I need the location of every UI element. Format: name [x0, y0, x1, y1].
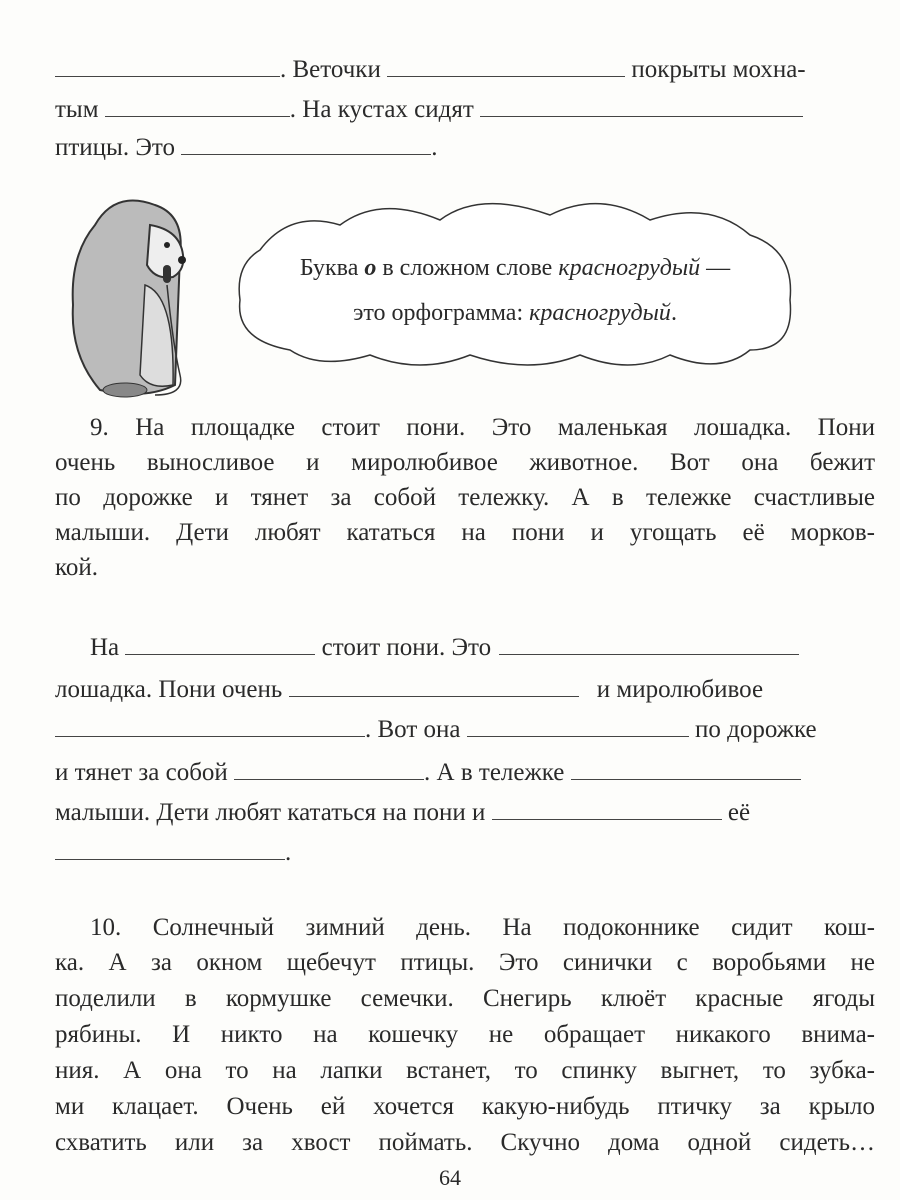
fill-line [55, 675, 875, 705]
text: . [431, 134, 438, 161]
answer-blank[interactable] [55, 58, 280, 77]
answer-blank[interactable] [387, 58, 625, 77]
text: тым [55, 96, 105, 123]
answer-blank[interactable] [480, 98, 803, 117]
text: покрыты мохна- [625, 56, 806, 83]
text-line: ния. А она то на лапки встанет, то спинку выгнет, то зубка- [55, 1057, 875, 1084]
text: стоит пони. Это [315, 634, 492, 661]
text-line [55, 55, 875, 85]
answer-blank[interactable] [125, 636, 315, 655]
text: . А в тележке [424, 759, 571, 786]
text-line: схватить или за хвост поймать. Скучно дома одной сидеть… [55, 1129, 875, 1156]
answer-blank[interactable] [492, 801, 722, 820]
text: . [285, 839, 292, 866]
answer-blank[interactable] [55, 841, 285, 860]
hedgehog-illustration [55, 185, 215, 410]
fill-line [55, 715, 875, 745]
fill-line [55, 838, 875, 868]
text: в сложном слове [376, 255, 559, 281]
text: по дорожке [688, 716, 817, 743]
answer-blank[interactable] [55, 718, 365, 737]
text-line [55, 95, 875, 125]
text: это орфограмма: [353, 300, 530, 326]
text-line: кой. [55, 554, 99, 581]
text: . Веточки [280, 56, 388, 83]
fill-line [55, 758, 875, 788]
text: Буква [299, 255, 365, 281]
answer-blank[interactable] [499, 636, 799, 655]
text: . На кустах сидят [289, 96, 481, 123]
text: и миролюбивое [590, 676, 764, 703]
rule-line-2 [230, 300, 800, 327]
text-line: поделили в кормушке семечки. Снегирь клюёт красные ягоды [55, 985, 875, 1012]
text: . [670, 300, 677, 326]
text: лошадка. Пони очень [55, 676, 289, 703]
text-line: малыши. Дети любят кататься на пони и угощать её морков- [55, 519, 875, 546]
text-line: ми клацает. Очень ей хочется какую-нибудь птичку за крыло [55, 1093, 875, 1120]
text: малыши. Дети любят кататься на пони и [55, 799, 492, 826]
text: птицы. Это [55, 134, 182, 161]
marked-word: красногрудый [529, 300, 671, 326]
example-word: красногрудый [558, 255, 701, 281]
answer-blank[interactable] [105, 98, 290, 117]
text-line: 10. Солнечный зимний день. На подоконнике сидит кош- [90, 914, 875, 941]
answer-blank[interactable] [571, 761, 801, 780]
text-line [55, 133, 875, 163]
text: и тянет за собой [55, 759, 235, 786]
answer-blank[interactable] [234, 761, 424, 780]
fill-line [90, 633, 900, 663]
text: На [90, 634, 126, 661]
text-line: 9. На площадке стоит пони. Это маленькая лошадка. Пони [90, 414, 875, 441]
text: — [700, 255, 731, 281]
page-number: 64 [439, 1165, 461, 1190]
answer-blank[interactable] [181, 136, 431, 155]
text-line: рябины. И никто на кошечку не обращает никакого внима- [55, 1021, 875, 1048]
rule-cloud [230, 190, 800, 375]
answer-blank[interactable] [289, 678, 579, 697]
text-line: по дорожке и тянет за собой тележку. А в тележке счастливые [55, 484, 875, 511]
text: . Вот она [365, 716, 467, 743]
text-line: очень выносливое и миролюбивое животное. Вот она бежит [55, 449, 875, 476]
text: её [721, 799, 751, 826]
highlight-letter: о [364, 255, 377, 281]
text-line: ка. А за окном щебечут птицы. Это синички с воробьями не [55, 949, 875, 976]
fill-line [55, 798, 875, 828]
rule-line-1 [230, 255, 800, 282]
answer-blank[interactable] [467, 718, 689, 737]
